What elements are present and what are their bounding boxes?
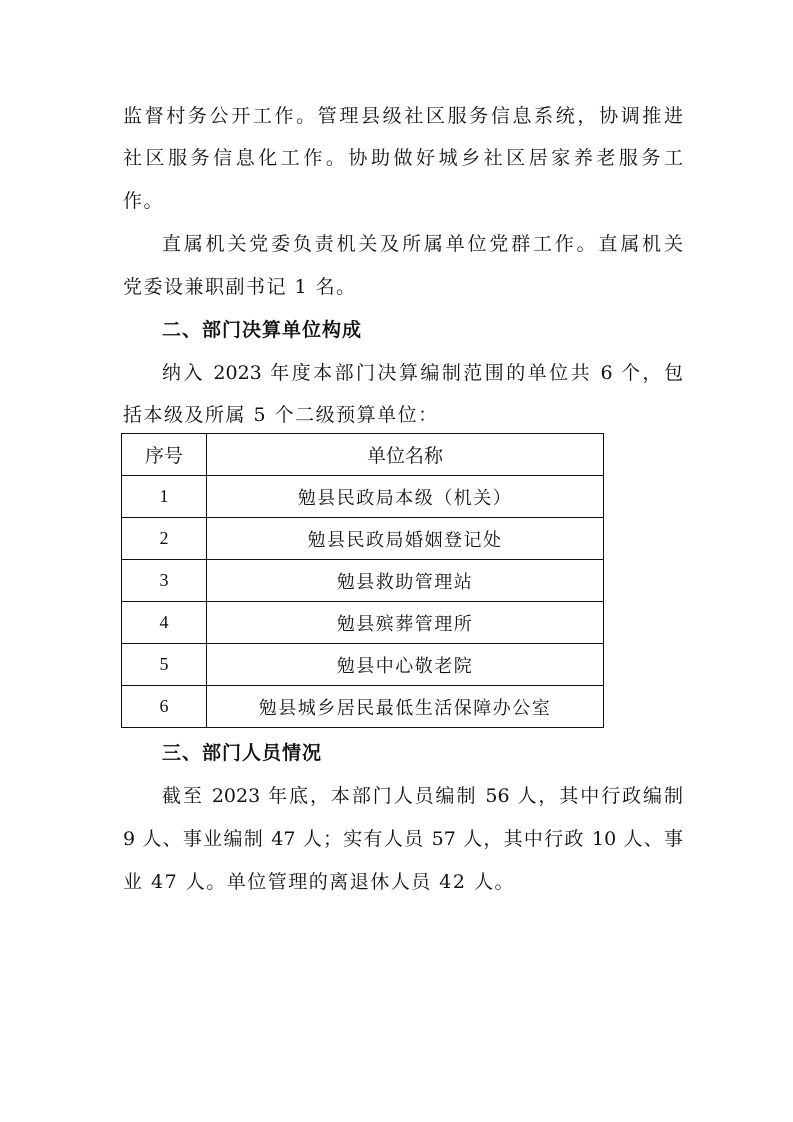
paragraph-line: 截至 2023 年底，本部门人员编制 56 人，其中行政编制 — [162, 785, 683, 807]
section-heading-units: 二、部门决算单位构成 — [162, 319, 363, 341]
row-index: 1 — [122, 476, 207, 518]
paragraph-line: 直属机关党委负责机关及所属单位党群工作。直属机关 — [162, 233, 683, 255]
row-index: 2 — [122, 518, 207, 560]
units-table — [121, 433, 604, 728]
header-index: 序号 — [122, 434, 207, 476]
table-header-row — [122, 434, 604, 476]
paragraph-line: 监督村务公开工作。管理县级社区服务信息系统，协调推进 — [123, 105, 683, 127]
table-row — [122, 518, 604, 560]
table-row — [122, 602, 604, 644]
paragraph-line: 党委设兼职副书记 1 名。 — [123, 276, 357, 298]
paragraph-line: 作。 — [123, 190, 165, 212]
table-row — [122, 686, 604, 728]
row-index: 5 — [122, 644, 207, 686]
paragraph-line: 业 47 人。单位管理的离退休人员 42 人。 — [123, 871, 516, 893]
row-unit-name: 勉县民政局本级（机关） — [207, 476, 604, 518]
table-row — [122, 560, 604, 602]
table-row — [122, 644, 604, 686]
paragraph-line: 纳入 2023 年度本部门决算编制范围的单位共 6 个，包 — [162, 362, 683, 384]
row-unit-name: 勉县城乡居民最低生活保障办公室 — [207, 686, 604, 728]
table-row — [122, 476, 604, 518]
paragraph-line: 社区服务信息化工作。协助做好城乡社区居家养老服务工 — [123, 147, 683, 169]
row-unit-name: 勉县殡葬管理所 — [207, 602, 604, 644]
row-index: 6 — [122, 686, 207, 728]
row-unit-name: 勉县救助管理站 — [207, 560, 604, 602]
row-unit-name: 勉县中心敬老院 — [207, 644, 604, 686]
header-unit-name: 单位名称 — [207, 434, 604, 476]
paragraph-line: 9 人、事业编制 47 人；实有人员 57 人，其中行政 10 人、事 — [123, 828, 683, 850]
row-unit-name: 勉县民政局婚姻登记处 — [207, 518, 604, 560]
paragraph-line: 括本级及所属 5 个二级预算单位： — [123, 404, 439, 426]
row-index: 4 — [122, 602, 207, 644]
row-index: 3 — [122, 560, 207, 602]
section-heading-staff: 三、部门人员情况 — [162, 742, 323, 764]
